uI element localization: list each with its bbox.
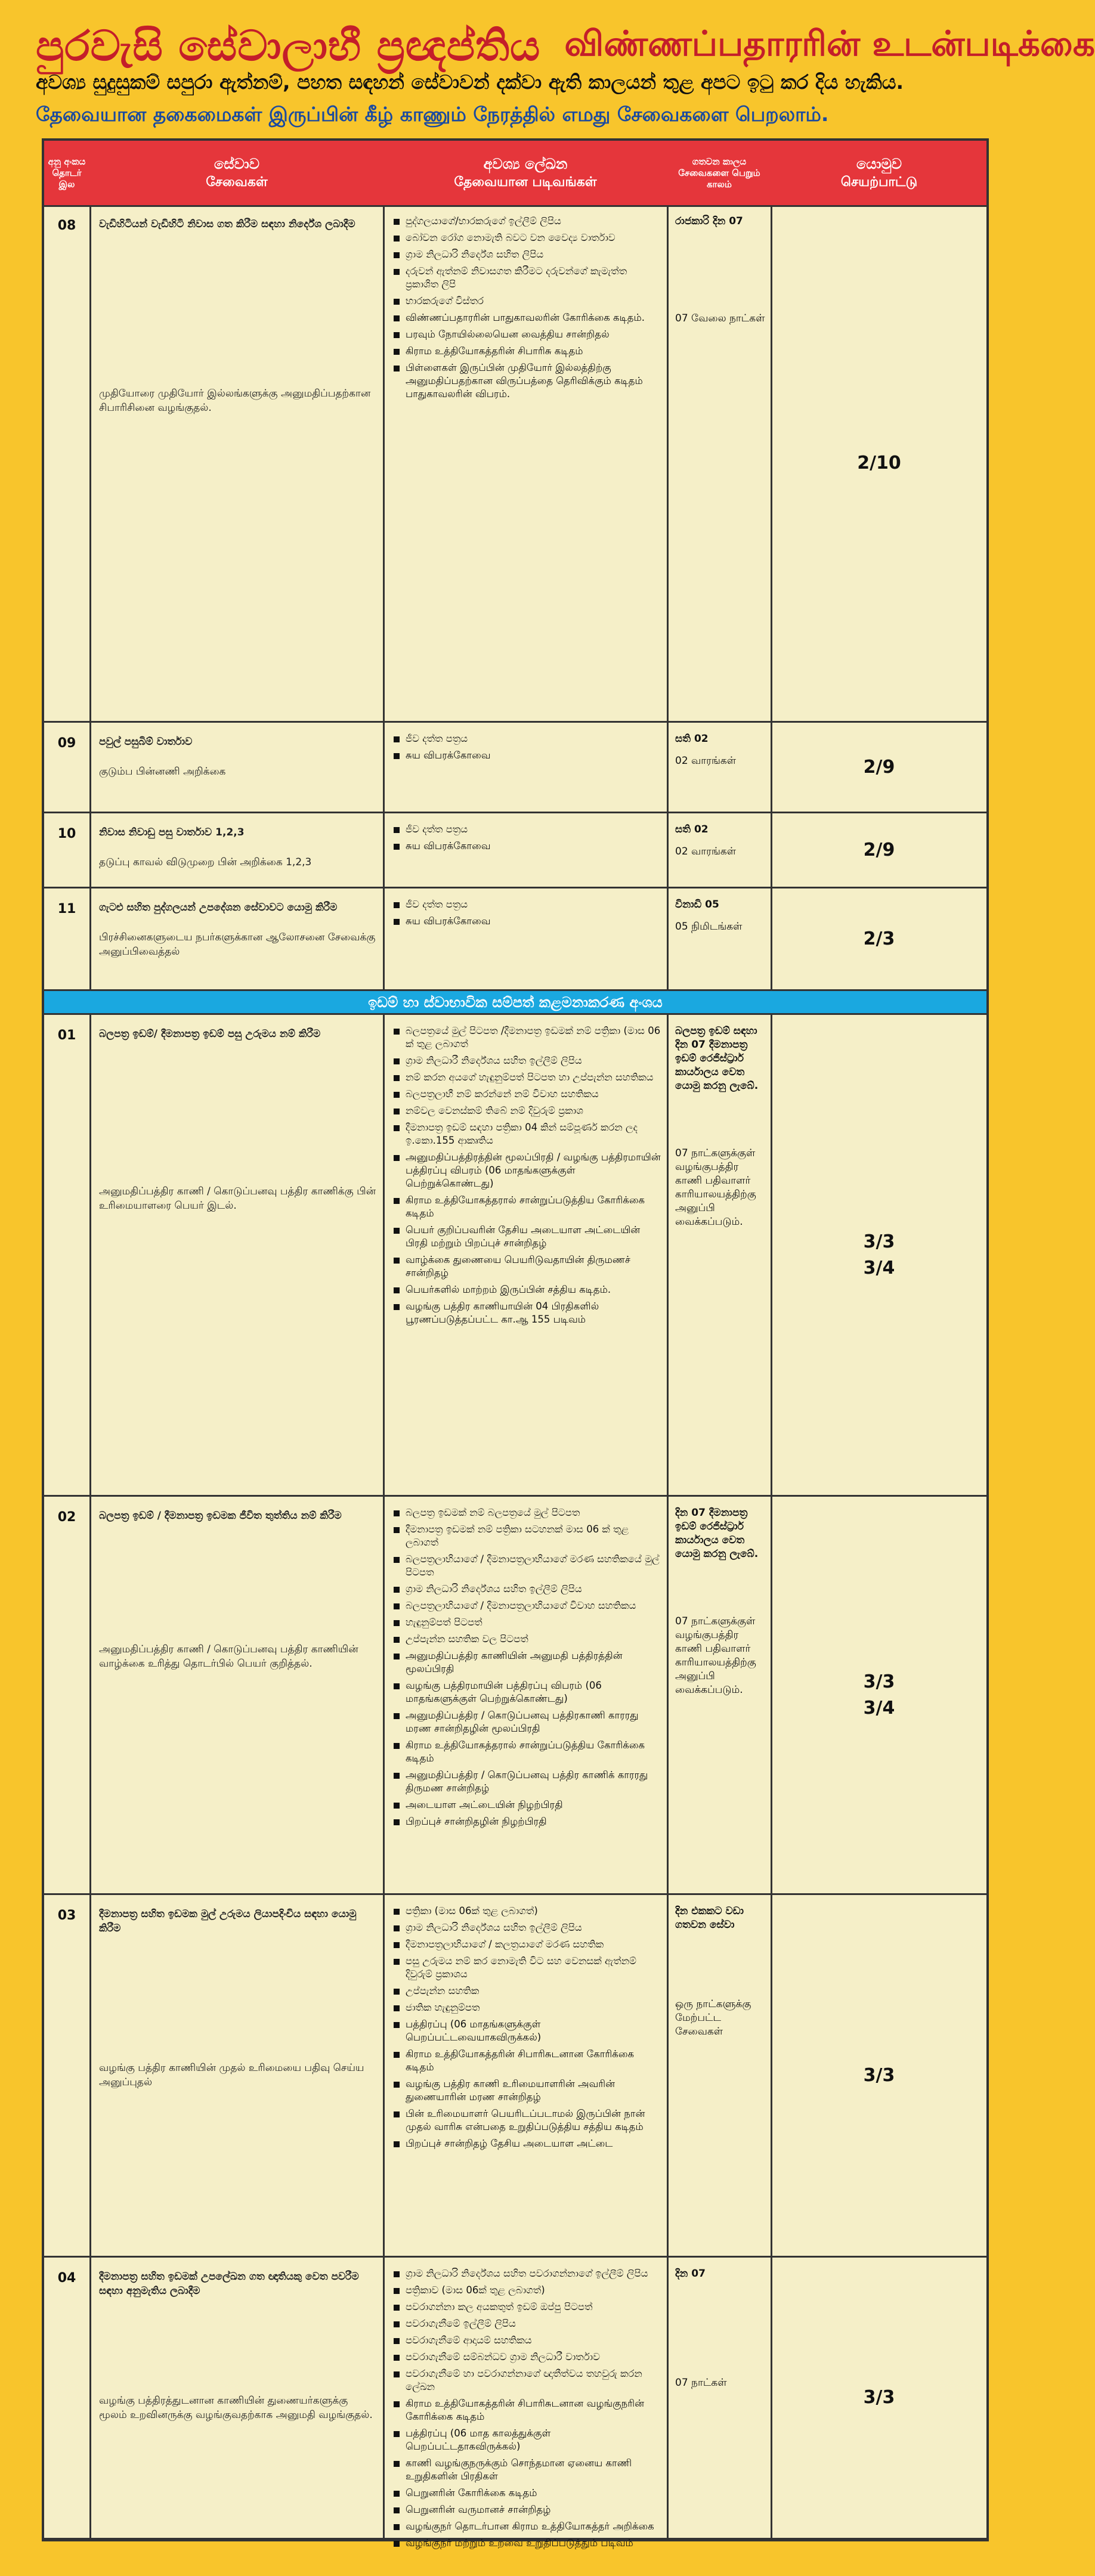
document-item: දීමනාපත්‍ර ඉඩම් සඳහා පත්‍රිකා 04 කින් සම්පූර්ණ කරන ලද ඉ.කො.155 ආකෘතිය [392,1121,662,1147]
documents-list [392,1905,662,2150]
document-item: දරුවන් ඇත්නම් නිවාසගත කිරීමට දරුවන්ගේ කැමැත්ත ප්‍රකාශිත ලිපි [392,265,662,291]
document-item: උප්පැන්න සහතික [392,1984,662,1998]
time-sinhala: රාජකාරි දින 07 [675,215,743,227]
documents-cell [384,888,667,989]
col-header-time-ta: சேவைகளை பெறும் காலம் [678,167,760,190]
document-item: පවරාගැනීමේ සම්බන්ධව ග්‍රාම නිලධාරී වාර්තාව [392,2351,662,2364]
row-number: 09 [57,736,76,751]
document-item: දීමනාපත්‍ර ඉඩමක් නම් පත්‍රිකා සටහනක් මාස 06 ක් තුළ ලබාගත් [392,1523,662,1549]
time-cell [668,1015,771,1495]
row-number: 08 [57,218,76,233]
document-item: නම් කරන අයගේ හැඳුනුම්පත් පිටපත හා උප්පැන්න සහතිකය [392,1071,662,1084]
document-item: ග්‍රාම නිලධාරි නිර්දේශය සහිත පවරාගන්නාගේ ඉල්ලීම් ලිපිය [392,2267,662,2280]
document-item: දීමනාපත්‍රලාභියාගේ / කලත්‍රයාගේ මරණ සහතික [392,1938,662,1951]
document-item: அடையாள அட்டையின் நிழற்பிரதி [392,1798,662,1812]
col-header-time-si: ගතවන කාලය [692,156,747,167]
col-header-number-ta: தொடர் இல [52,167,82,190]
table-row [44,813,986,888]
document-item: கிராம உத்தியோகத்தரின் சிபாரிசுடனான கோரிக்கை கடிதம் [392,2048,662,2074]
service-name-sinhala: දීමනාපත්‍ර සහිත ඉඩමක මුල් උරුමය ලියාපදිංචිය සඳහා යොමු කිරීම [99,1908,357,1934]
table-row [44,888,986,991]
col-header-number-si: අනු අංකය [48,156,86,167]
documents-list [392,732,662,762]
document-item: அனுமதிப்பத்திரத்தின் மூலப்பிரதி / வழங்கு பத்திரமாயின் பத்திரப்பு விபரம் (06 மாதங்களுக்குள் பெற்றுக்கொண்டது) [392,1151,662,1190]
document-item: නම්වල වෙනස්කම් තිබේ නම් දිවුරුම් ප්‍රකාශ [392,1104,662,1117]
document-item: வழங்கு பத்திர காணி உரிமையாளரின் அவரின் துணையாரின் மரண சான்றிதழ் [392,2077,662,2104]
service-name-sinhala: පවුල් පසුබිම් වාර්තාව [99,736,193,748]
service-name-sinhala: බලපත්‍ර ඉඩම් / දීමනාපත්‍ර ඉඩමක ජීවිත තුත්තිය නම් කිරීම [99,1510,342,1522]
document-item: ජාතික හැඳුනුම්පත [392,2001,662,2014]
col-header-service-ta: சேவைகள் [206,175,268,190]
time-sinhala: දින 07 [675,2268,706,2280]
document-item: පත්‍රිකා (මාස 06ක් තුළ ලබාගත්) [392,1905,662,1918]
time-cell [668,1895,771,2256]
time-cell [668,1497,771,1893]
service-cell [91,1895,383,2256]
time-sinhala: විනාඩි 05 [675,899,719,911]
time-tamil: 07 நாட்கள் [675,2377,727,2389]
reference-value: 2/9 [863,756,895,778]
service-name-tamil: வழங்கு பத்திரத்துடனான காணியின் துணையர்களுக்கு மூலம் உறவினருக்கு வழங்குவதற்காக அனுமதி வழங்குதல். [99,2395,373,2421]
time-tamil: 07 நாட்களுக்குள் வழங்குபத்திர காணி பதிவாளர் காரியாலயத்திற்கு அனுப்பி வைக்கப்படும். [675,1147,756,1228]
time-sinhala: බලපත්‍ර ඉඩම් සඳහා දින 07 දීමනාපත්‍ර ඉඩම් රෙජිස්ට්‍රාර් කාර්යාලය වෙත යොමු කරනු ලැබේ. [675,1025,759,1092]
reference-cell [772,205,986,721]
subtitle-tamil: தேவையான தகைமைகள் இருப்பின் கீழ் காணும் நேரத்தில் எமது சேவைகளை பெறலாம். [36,103,829,126]
document-item: පුද්ගලයාගේ/භාරකරුගේ ඉල්ලීම් ලිපිය [392,215,662,228]
time-sinhala: දින එකකට වඩා ගතවන සේවා [675,1905,744,1931]
service-cell [91,2258,383,2538]
document-item: வழங்கு பத்திரமாயின் பத்திரப்பு விபரம் (06 மாதங்களுக்குள் பெற்றுக்கொண்டது) [392,1679,662,1705]
row-number: 01 [57,1028,76,1043]
col-header-reference-ta: செயற்பாட்டு [840,175,918,190]
col-header-reference-si: යොමුව [856,156,902,172]
document-item: බලපත්‍රයේ මුල් පිටපත /දීමනාපත්‍ර ඉඩමක් නම් පත්‍රිකා (මාස 06 ක් තුළ ලබාගත් [392,1024,662,1051]
time-tamil: 02 வாரங்கள் [675,755,737,767]
col-header-documents-ta: தேவையான படிவங்கள் [454,175,597,190]
col-header-service [91,141,383,205]
documents-list [392,215,662,401]
documents-list [392,2267,662,2550]
document-item: පසු උරුමය නම් කර නොමැති විට සහ වෙනසක් ඇත්නම් දිවුරුම් ප්‍රකාශය [392,1955,662,1981]
document-item: භාරකරුගේ විස්තර [392,295,662,308]
reference-value: 3/3 [863,2064,895,2086]
col-header-documents [384,141,667,205]
document-item: පවරාගැනීමේ හා පවරාගන්නාගේ ඥාතීත්වය තහවුරු කරන ලේඛන [392,2367,662,2394]
documents-cell [384,1497,667,1893]
document-item: அனுமதிப்பத்திர / கொடுப்பனவு பத்திரகாணி காரரது மரண சான்றிதழின் மூலப்பிரதி [392,1709,662,1735]
document-item: பின் உரிமையாளர் பெயரிடப்படாமல் இருப்பின் நான் முதல் வாரிசு என்பதை உறுதிப்படுத்திய சத்திய கடிதம் [392,2107,662,2134]
reference-value: 2/10 [857,452,901,473]
time-sinhala: දින 07 දීමනාපත්‍ර ඉඩම් රෙජිස්ට්‍රාර් කාර්යාලය වෙත යොමු කරනු ලැබේ. [675,1507,759,1560]
service-cell [91,205,383,721]
row-number: 11 [57,902,76,917]
document-item: பிறப்புச் சான்றிதழின் நிழற்பிரதி [392,1815,662,1828]
document-item: பெயர்களில் மாற்றம் இருப்பின் சத்திய கடிதம். [392,1283,662,1296]
service-cell [91,723,383,812]
row-number: 04 [57,2271,76,2286]
document-item: கிராம உத்தியோகத்தரால் சான்றுப்படுத்திய கோரிக்கை கடிதம் [392,1194,662,1220]
documents-list [392,1506,662,1828]
document-item: පත්‍රිකාව (මාස 06ක් තුළ ලබාගත්) [392,2284,662,2297]
reference-cell [772,2258,986,2538]
document-item: බලපත්‍රලාභියාගේ / දීමනාපත්‍රලාභියාගේ මරණ සහතිකයේ මුල් පිටපත [392,1553,662,1579]
document-item: බලපත්‍රලාභියාගේ / දීමනාපත්‍රලාභියාගේ විවාහ සහතිකය [392,1599,662,1612]
time-tamil: 07 நாட்களுக்குள் வழங்குபத்திர காணி பதிவாளர் காரியாலயத்திற்கு அனுப்பி வைக்கப்படும். [675,1615,756,1696]
document-item: சுய விபரக்கோவை [392,915,662,928]
document-item: வழங்குநர் தொடர்பான கிராம உத்தியோகத்தர் அறிக்கை [392,2520,662,2533]
time-cell [668,813,771,887]
document-item: பிறப்புச் சான்றிதழ் தேசிய அடையாள அட்டை [392,2137,662,2150]
document-item: வழங்கு பத்திர காணியாயின் 04 பிரதிகளில் பூரணப்படுத்தப்பட்ட கா.ஆ 155 படிவம் [392,1300,662,1326]
time-tamil: ஒரு நாட்களுக்கு மேற்பட்ட சேவைகள் [675,1998,751,2038]
service-name-tamil: குடும்ப பின்னணி அறிக்கை [99,766,226,778]
documents-cell [384,1015,667,1495]
reference-cell [772,888,986,989]
time-cell [668,2258,771,2538]
column-divider [89,205,91,991]
documents-cell [384,723,667,812]
service-name-sinhala: දීමනාපත්‍ර සහිත ඉඩමක් උපලේඛන ගත ඥාතියකු වෙත පවරීම සඳහා අනුමැතිය ලබාදීම [99,2271,359,2297]
reference-cell [772,723,986,812]
document-item: ජීව දත්ත පත්‍රය [392,823,662,836]
col-header-number [44,141,89,205]
document-item: பத்திரப்பு (06 மாதங்களுக்குள் பெறப்பட்டவையாகவிருக்கல்) [392,2018,662,2044]
table-row [44,1015,986,1497]
document-item: விண்ணப்பதாரரின் பாதுகாவலரின் கோரிக்கை கடிதம். [392,311,662,324]
time-sinhala: සති 02 [675,733,709,745]
reference-cell [772,1895,986,2256]
documents-list [392,898,662,928]
time-cell [668,888,771,989]
page-header [0,0,1095,137]
table-row [44,1497,986,1895]
table-row [44,2258,986,2549]
column-divider [771,1015,772,2540]
service-name-sinhala: නිවාස නිවාඩු පසු වාර්තාව 1,2,3 [99,826,245,838]
documents-cell [384,1895,667,2256]
column-divider [89,1015,91,2540]
document-item: හැඳුනුම්පත් පිටපත් [392,1616,662,1629]
table-row [44,1895,986,2258]
column-divider [771,205,772,991]
document-item: බලපත්‍රලාභී නම් කරන්නේ නම් විවාහ සහතිකය [392,1088,662,1101]
document-item: பிள்ளைகள் இருப்பின் முதியோர் இல்லத்திற்கு அனுமதிப்பதற்கான விருப்பத்தை தெரிவிக்கும் கடிதம் பாதுகாவலரின் விபரம். [392,361,662,401]
table-row [44,723,986,813]
column-divider [667,205,669,991]
document-item: ජීව දත්ත පත්‍රය [392,732,662,745]
document-item: ග්‍රාම නිලධාරි නිර්දේශ සහිත ලිපිය [392,248,662,261]
title-row [36,13,1095,79]
time-tamil: 07 வேலை நாட்கள் [675,312,765,324]
service-name-tamil: வழங்கு பத்திர காணியின் முதல் உரிமையை பதிவு செய்ய அனுப்புதல் [99,2062,364,2088]
time-tamil: 05 நிமிடங்கள் [675,921,743,933]
document-item: அனுமதிப்பத்திர காணியின் அனுமதி பத்திரத்தின் மூலப்பிரதி [392,1649,662,1676]
document-item: බෝවන රෝග නොමැති බවට වන වෛද්‍ය වාර්තාව [392,231,662,244]
document-item: காணி வழங்குநருக்கும் சொந்தமான ஏனைய காணி உறுதிகளின் பிரதிகள் [392,2457,662,2483]
documents-list [392,1024,662,1326]
document-item: පවරාගැනීමේ ආදායම් සහතිකය [392,2334,662,2347]
document-item: கிராம உத்தியோகத்தரின் சிபாரிசு கடிதம் [392,345,662,358]
reference-cell [772,1015,986,1495]
service-cell [91,1497,383,1893]
reference-value: 3/3 [863,2387,895,2408]
services-table [42,138,989,2549]
column-divider [383,205,385,991]
service-name-tamil: தடுப்பு காவல் விடுமுறை பின் அறிக்கை 1,2,3 [99,856,312,868]
col-header-documents-si: අවශ්‍ය ලේඛන [483,156,568,172]
page-title-sinhala: පුරවැසි සේවාලාභී ප්‍රඥප්තිය [36,21,541,70]
document-item: பெறுனரின் வருமானச் சான்றிதழ் [392,2503,662,2516]
time-cell [668,723,771,812]
col-header-reference [772,141,986,205]
reference-cell [772,1497,986,1893]
document-item: ග්‍රාම නිලධාරි නිර්දේශය සහිත ඉල්ලීම් ලිපිය [392,1583,662,1596]
document-item: கிராம உத்தியோகத்தரால் சான்றுப்படுத்திய கோரிக்கை கடிதம் [392,1739,662,1765]
column-divider [667,1015,669,2540]
reference-value: 2/9 [863,839,895,860]
service-name-sinhala: වැඩිහිටියන් වැඩිහිටි නිවාස ගත කිරීම සඳහා නිර්දේශ ලබාදීම [99,218,355,230]
document-item: சுய விபரக்கோவை [392,840,662,853]
service-cell [91,1015,383,1495]
service-cell [91,888,383,989]
time-tamil: 02 வாரங்கள் [675,846,737,857]
reference-cell [772,813,986,887]
reference-value: 2/3 [863,928,895,949]
reference-value: 3/3 3/4 [863,1671,895,1719]
col-header-service-si: සේවාව [214,156,259,172]
time-sinhala: සති 02 [675,823,709,835]
time-cell [668,205,771,721]
service-name-tamil: பிரச்சினைகளுடைய நபர்களுக்கான ஆலோசனை சேவைக்கு அனுப்பிவைத்தல் [99,931,376,958]
document-item: அனுமதிப்பத்திர / கொடுப்பனவு பத்திர காணிக் காரரது திருமண சான்றிதழ் [392,1769,662,1795]
document-item: கிராம உத்தியோகத்தரின் சிபாரிசுடனான வழங்குநரின் கோரிக்கை கடிதம் [392,2397,662,2423]
service-name-tamil: முதியோரை முதியோர் இல்லங்களுக்கு அனுமதிப்பதற்கான சிபாரிசினை வழங்குதல். [99,388,371,414]
section-title: ඉඩම් හා ස්වාභාවික සම්පත් කළමනාකරණ අංශය [368,993,663,1011]
row-number: 02 [57,1510,76,1525]
documents-cell [384,813,667,887]
col-header-time [668,141,771,205]
document-item: பெறுனரின் கோரிக்கை கடிதம் [392,2487,662,2500]
table-header [44,141,986,207]
document-item: பத்திரப்பு (06 மாத காலத்துக்குள் பெறப்பட்டதாகவிருக்கல்) [392,2427,662,2453]
service-name-tamil: அனுமதிப்பத்திர காணி / கொடுப்பனவு பத்திர காணிக்கு பின் உரிமையாளரை பெயர் இடல். [99,1185,376,1212]
document-item: வழங்குநர் மற்றும் உறவை உறுதிப்படுத்தும் படிவம் [392,2537,662,2550]
section-banner [44,991,986,1015]
row-number: 03 [57,1908,76,1923]
document-item: උප්පැන්න සහතික වල පිටපත් [392,1633,662,1646]
reference-value: 3/3 3/4 [863,1231,895,1278]
documents-list [392,823,662,853]
document-item: බලපත්‍ර ඉඩමක් නම් බලපත්‍රයේ මුල් පිටපත [392,1506,662,1519]
document-item: பெயர் குறிப்பவரின் தேசிய அடையாள அட்டையின் பிரதி மற்றும் பிறப்புச் சான்றிதழ் [392,1224,662,1250]
documents-cell [384,205,667,721]
documents-cell [384,2258,667,2549]
document-item: ග්‍රාම නිලධාරි නිර්දේශය සහිත ඉල්ලීම් ලිපිය [392,1921,662,1934]
document-item: ග්‍රාම නිලධාරී නිර්දේශය සහිත ඉල්ලීම් ලිපිය [392,1054,662,1067]
table-row [44,205,986,723]
service-name-tamil: அனுமதிப்பத்திர காணி / கொடுப்பனவு பத்திர காணியின் வாழ்க்கை உரித்து தொடர்பில் பெயர் குறித்தல். [99,1643,358,1670]
document-item: ජීව දත්ත පත්‍රය [392,898,662,911]
document-item: පවරාගන්නා කල අයකතුත් ඉඩම් ඔප්පු පිටපත් [392,2301,662,2314]
row-number: 10 [57,826,76,841]
document-item: පවරාගැනීමේ ඉල්ලීම් ලිපිය [392,2317,662,2330]
service-name-sinhala: ගැටළු සහිත පුද්ගලයන් උපදේශන සේවාවට යොමු කිරීම [99,902,338,914]
document-item: சுய விபரக்கோவை [392,749,662,762]
column-divider [383,1015,385,2540]
service-name-sinhala: බලපත්‍ර ඉඩම්/ දීමනාපත්‍ර ඉඩම් පසු උරුමය නම් කිරීම [99,1028,321,1040]
subtitle-sinhala: අවශ්‍ය සුදුසුකම් සපුරා ඇත්නම්, පහත සඳහන් සේවාවන් දක්වා ඇති කාලයන් තුළ අපට ඉටු කර දිය හැකිය. [36,70,904,94]
document-item: வாழ்க்கை துணையை பெயரிடுவதாயின் திருமணச் சான்றிதழ் [392,1253,662,1280]
page-title-tamil: விண்ணப்பதாரரின் உடன்படிக்கை [564,23,1095,64]
service-cell [91,813,383,887]
document-item: பரவும் நோயில்லையென வைத்திய சான்றிதல் [392,328,662,341]
